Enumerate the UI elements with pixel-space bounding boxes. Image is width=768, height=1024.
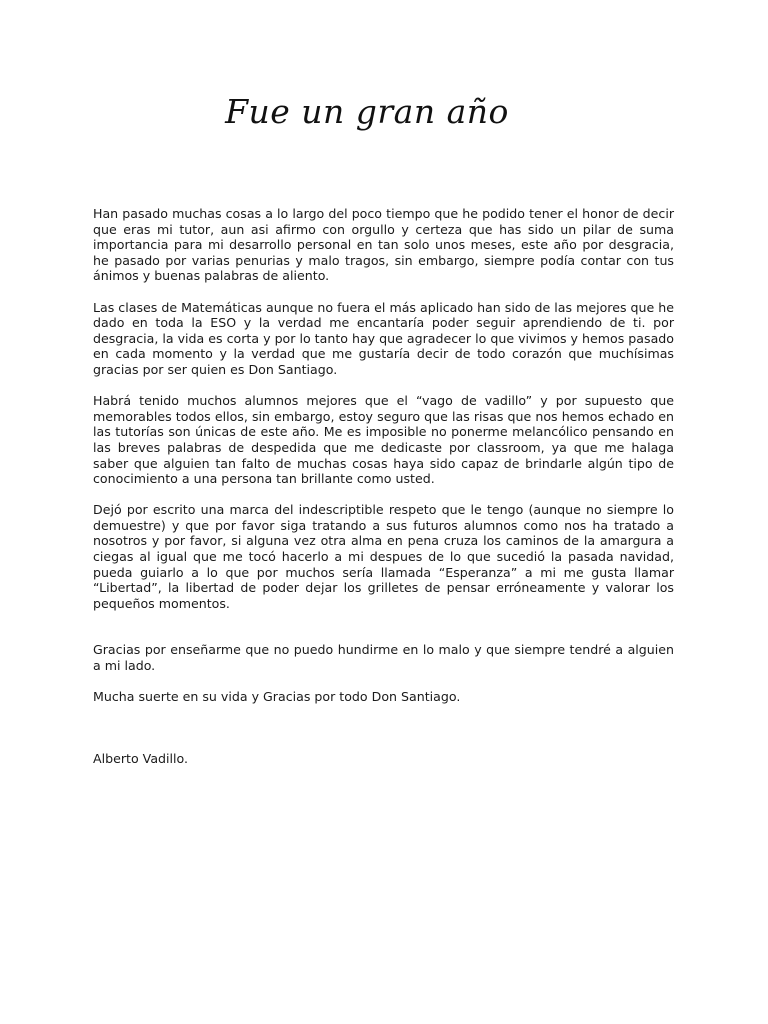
letter-title: Fue un gran año: [225, 92, 509, 131]
letter-body: [93, 206, 674, 766]
paragraph-1: Han pasado muchas cosas a lo largo del poco tiempo que he podido tener el honor de decir que eras mi tutor, aun asi afirmo con orgullo y certeza que has sido un pilar de suma importancia para mi desarrollo personal en tan solo unos meses, este año por desgracia, he pasado por varias penurias y malo tragos, sin embargo, siempre podía contar con tus ánimos y buenas palabras de aliento.: [93, 206, 674, 284]
paragraph-2: Las clases de Matemáticas aunque no fuera el más aplicado han sido de las mejores que he dado en toda la ESO y la verdad me encantaría poder seguir aprendiendo de ti. por desgracia, la vida es corta y por lo tanto hay que agradecer lo que vivimos y hemos pasado en cada momento y la verdad que me gustaría decir de todo corazón que muchísimas gracias por ser quien es Don Santiago.: [93, 299, 674, 377]
paragraph-5: Gracias por enseñarme que no puedo hundirme en lo malo y que siempre tendré a alguien a mi lado.: [93, 642, 674, 674]
paragraph-4: Dejó por escrito una marca del indescriptible respeto que le tengo (aunque no siempre lo demuestre) y que por favor siga tratando a sus futuros alumnos como nos ha tratado a nosotros y por favor, si alguna vez otra alma en pena cruza los caminos de la amargura a ciegas al igual que me tocó hacerlo a mi despues de lo que sucedió la pasada navidad, pueda guiarlo a lo que por muchos sería llamada “Esperanza” a mi me gusta llamar “Libertad”, la libertad de poder dejar los grilletes de pensar erróneamente y valorar los pequeños momentos.: [93, 502, 674, 611]
signature: Alberto Vadillo.: [93, 750, 189, 766]
paragraph-3: Habrá tenido muchos alumnos mejores que el “vago de vadillo” y por supuesto que memorables todos ellos, sin embargo, estoy seguro que las risas que nos hemos echado en las tutorías son únicas de este año. Me es imposible no ponerme melancólico pensando en las breves palabras de despedida que me dedicaste por classroom, ya que me halaga saber que alguien tan falto de muchas cosas haya sido capaz de brindarle algún tipo de conocimiento a una persona tan brillante como usted.: [93, 393, 674, 487]
paragraph-6: Mucha suerte en su vida y Gracias por todo Don Santiago.: [93, 689, 461, 705]
